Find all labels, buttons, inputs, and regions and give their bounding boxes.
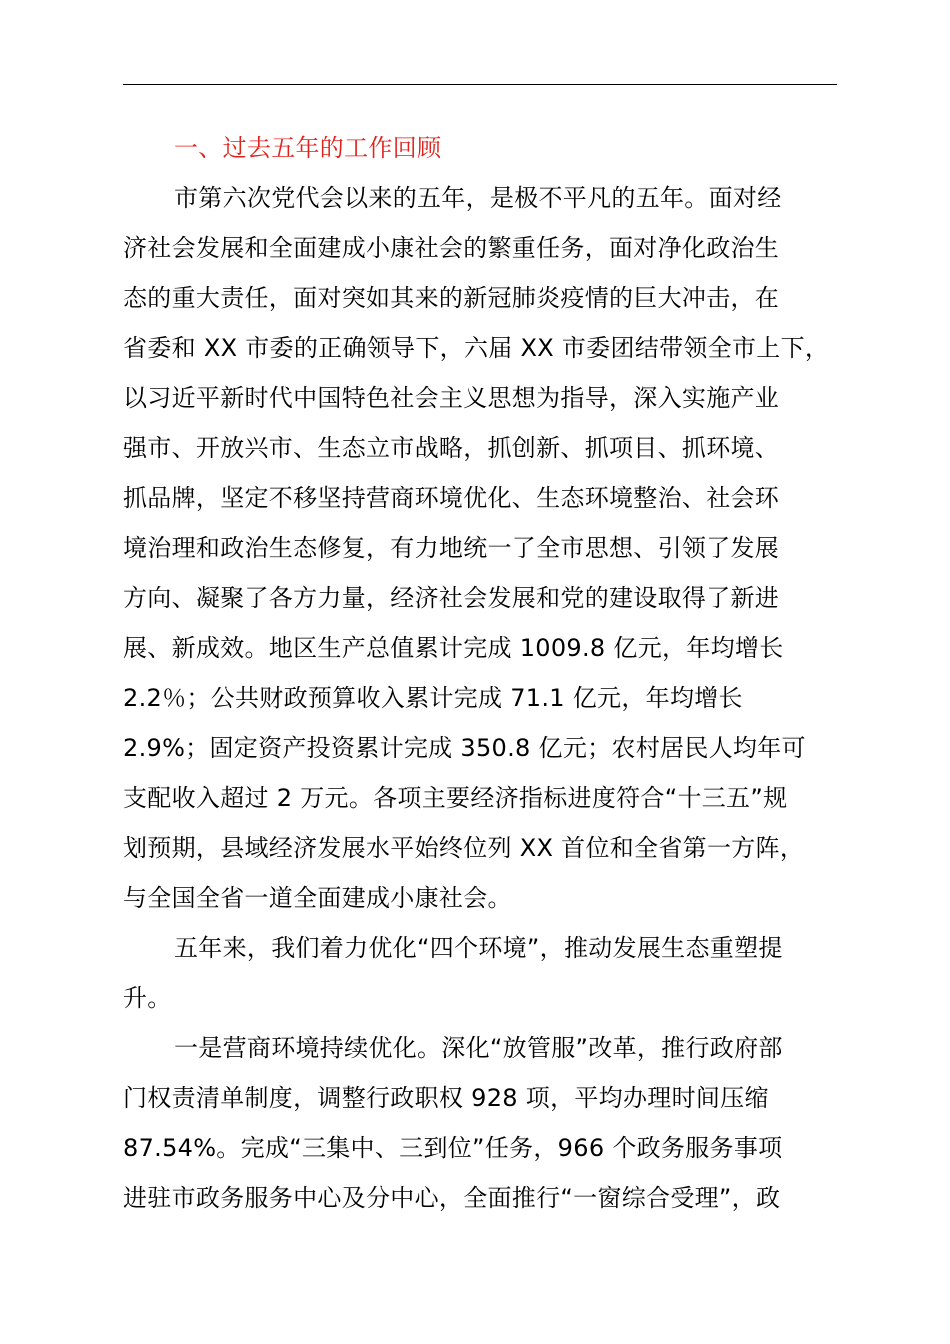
body-line: 以习近平新时代中国特色社会主义思想为指导，深入实施产业 (123, 384, 780, 412)
body-line: 一是营商环境持续优化。深化“放管服”改革，推行政府部 (174, 1034, 783, 1062)
body-line: 强市、开放兴市、生态立市战略，抓创新、抓项目、抓环境、 (123, 434, 780, 462)
header-rule (123, 84, 837, 85)
body-line: 展、新成效。地区生产总值累计完成 1009.8 亿元，年均增长 (123, 634, 784, 662)
body-line: 87.54%。完成“三集中、三到位”任务，966 个政务服务事项 (123, 1134, 783, 1162)
body-line: 划预期，县域经济发展水平始终位列 XX 首位和全省第一方阵， (123, 834, 805, 862)
body-line: 态的重大责任，面对突如其来的新冠肺炎疫情的巨大冲击，在 (123, 284, 780, 312)
body-line: 与全国全省一道全面建成小康社会。 (123, 884, 512, 912)
section-heading: 一、过去五年的工作回顾 (174, 134, 442, 162)
body-line: 2.2％；公共财政预算收入累计完成 71.1 亿元，年均增长 (123, 684, 743, 712)
body-line: 抓品牌，坚定不移坚持营商环境优化、生态环境整治、社会环 (123, 484, 780, 512)
body-line: 2.9%；固定资产投资累计完成 350.8 亿元；农村居民人均年可 (123, 734, 806, 762)
body-line: 市第六次党代会以来的五年，是极不平凡的五年。面对经 (174, 184, 782, 212)
body-line: 五年来，我们着力优化“四个环境”，推动发展生态重塑提 (174, 934, 783, 962)
body-line: 门权责清单制度，调整行政职权 928 项，平均办理时间压缩 (123, 1084, 769, 1112)
body-line: 进驻市政务服务中心及分中心，全面推行“一窗综合受理”，政 (123, 1184, 781, 1212)
body-line: 升。 (123, 984, 172, 1012)
body-line: 济社会发展和全面建成小康社会的繁重任务，面对净化政治生 (123, 234, 780, 262)
body-line: 省委和 XX 市委的正确领导下，六届 XX 市委团结带领全市上下， (123, 334, 830, 362)
body-line: 境治理和政治生态修复，有力地统一了全市思想、引领了发展 (123, 534, 780, 562)
body-line: 支配收入超过 2 万元。各项主要经济指标进度符合“十三五”规 (123, 784, 788, 812)
body-line: 方向、凝聚了各方力量，经济社会发展和党的建设取得了新进 (123, 584, 780, 612)
